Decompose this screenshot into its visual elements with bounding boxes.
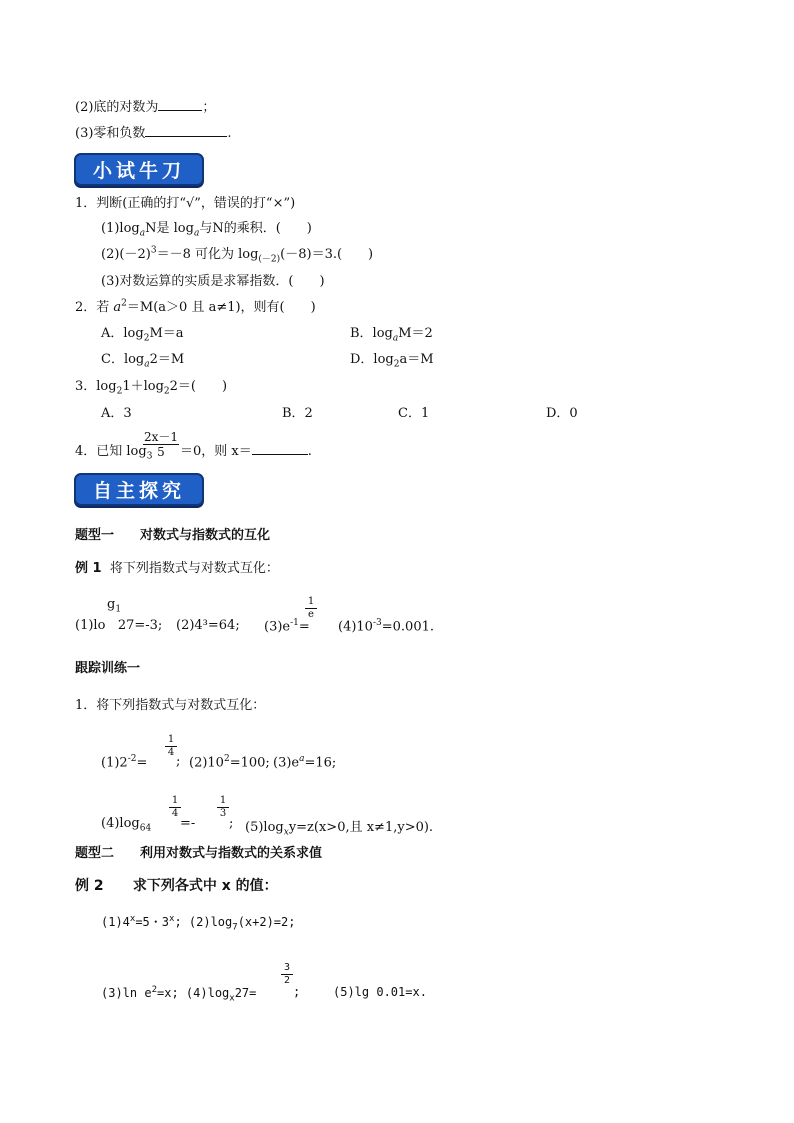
- question-1-item-c: (3)对数运算的实质是求幂指数．( ): [101, 274, 325, 289]
- question-2-option-c: C．$\log_a2=M$: [101, 352, 185, 370]
- question-1-title: 1．判断(正确的打“√”，错误的打“×”): [75, 196, 296, 211]
- question-3-option-d: D．0: [546, 406, 578, 421]
- question-2-option-b: B．$\log_aM=2$: [350, 326, 433, 344]
- section-banner-practice: 小试牛刀: [74, 153, 204, 186]
- question-4-answer: ＝0，则 x＝ .: [180, 444, 312, 459]
- example-2-items-row-2: (3)ln $e^2=x$; $(4)\log_x27=$: [101, 985, 257, 1004]
- example-1-item-4: $(4)10^{-3}=0.001$.: [338, 618, 434, 635]
- example-1: 例 1 将下列指数式与对数式互化：: [75, 561, 279, 576]
- example-1-log-base: $g_1$: [107, 597, 122, 615]
- follow-up-1-item-2: $(2)10^2=100$;: [189, 754, 270, 771]
- question-2-option-a: A．$\log_2M=a$: [101, 326, 184, 344]
- follow-up-1-item-3: $(3)e^a=16$;: [273, 754, 337, 771]
- question-3-option-b: B．2: [282, 406, 313, 421]
- question-1-item-b: $(2)(-2)^3=-8$ 可化为 $\log_{(-2)}(-8)=3$.( ): [101, 245, 374, 265]
- fraction-numerator: 2x－1: [143, 430, 179, 444]
- section-banner-explore: 自主探究: [74, 473, 204, 506]
- example-2-item-4-end: ;: [293, 985, 301, 999]
- question-4-fraction: [143, 431, 179, 458]
- example-1-item-2: (2)4³=64;: [176, 618, 240, 633]
- example-1-item-1: (1)lo 27=-3;: [75, 618, 163, 633]
- question-2-title: 2．若 $a^2=M(a>0$ 且 a≠1)，则有( ): [75, 298, 316, 315]
- follow-up-1-fraction-2: 1 4: [169, 796, 181, 819]
- example-1-item-3: $(3)e^{-1}=$: [264, 618, 310, 635]
- intro-item-2: (2)底的对数为 ；: [75, 100, 216, 115]
- example-2-item-5: (5)lg 0.01=x.: [333, 985, 427, 999]
- follow-up-1-item-4: $(4)\log_{64}$: [101, 816, 152, 834]
- example-2-items-row-1: $(1)4^x=5$・3$^x$; $(2)\log_7(x+2)=2$;: [101, 914, 296, 933]
- follow-up-1-item-4-end: ;: [229, 816, 234, 831]
- example-2: 例 2 求下列各式中 x 的值：: [75, 878, 278, 894]
- question-4-text: 4．已知 $\log_3$: [75, 444, 153, 462]
- example-2-fraction: 3 2: [281, 963, 293, 986]
- type-1-heading: 题型一 对数式与指数式的互化: [75, 528, 271, 543]
- follow-up-1-heading: 跟踪训练一: [75, 661, 141, 676]
- fraction-denominator: 5: [157, 445, 165, 459]
- question-3-option-c: C．1: [398, 406, 430, 421]
- type-2-heading: 题型二 利用对数式与指数式的关系求值: [75, 846, 323, 861]
- question-3-title: 3．$\log_21+\log_22=$( ): [75, 379, 228, 397]
- follow-up-1-item-1: $(1)2^{-2}=$: [101, 754, 148, 771]
- question-1-item-a: $(1)\log_aN$是 $\log_a$与N的乘积．( ): [101, 221, 312, 239]
- follow-up-1-fraction-3: 1 3: [217, 796, 229, 819]
- question-3-option-a: A．3: [101, 406, 132, 421]
- follow-up-1-item-1-end: ;: [176, 754, 181, 769]
- intro-item-3: (3)零和负数 .: [75, 126, 232, 141]
- follow-up-1-title: 1．将下列指数式与对数式互化：: [75, 698, 266, 713]
- follow-up-1-item-5: $(5)\log_xy=z(x>0$,且 x≠1,y>0).: [245, 820, 434, 838]
- follow-up-1-fraction-1: 1 4: [165, 735, 177, 758]
- question-2-option-d: D．$\log_2a=M$: [350, 352, 434, 370]
- follow-up-1-item-4-mid: =-: [180, 816, 196, 831]
- example-1-fraction: 1 e: [305, 597, 317, 620]
